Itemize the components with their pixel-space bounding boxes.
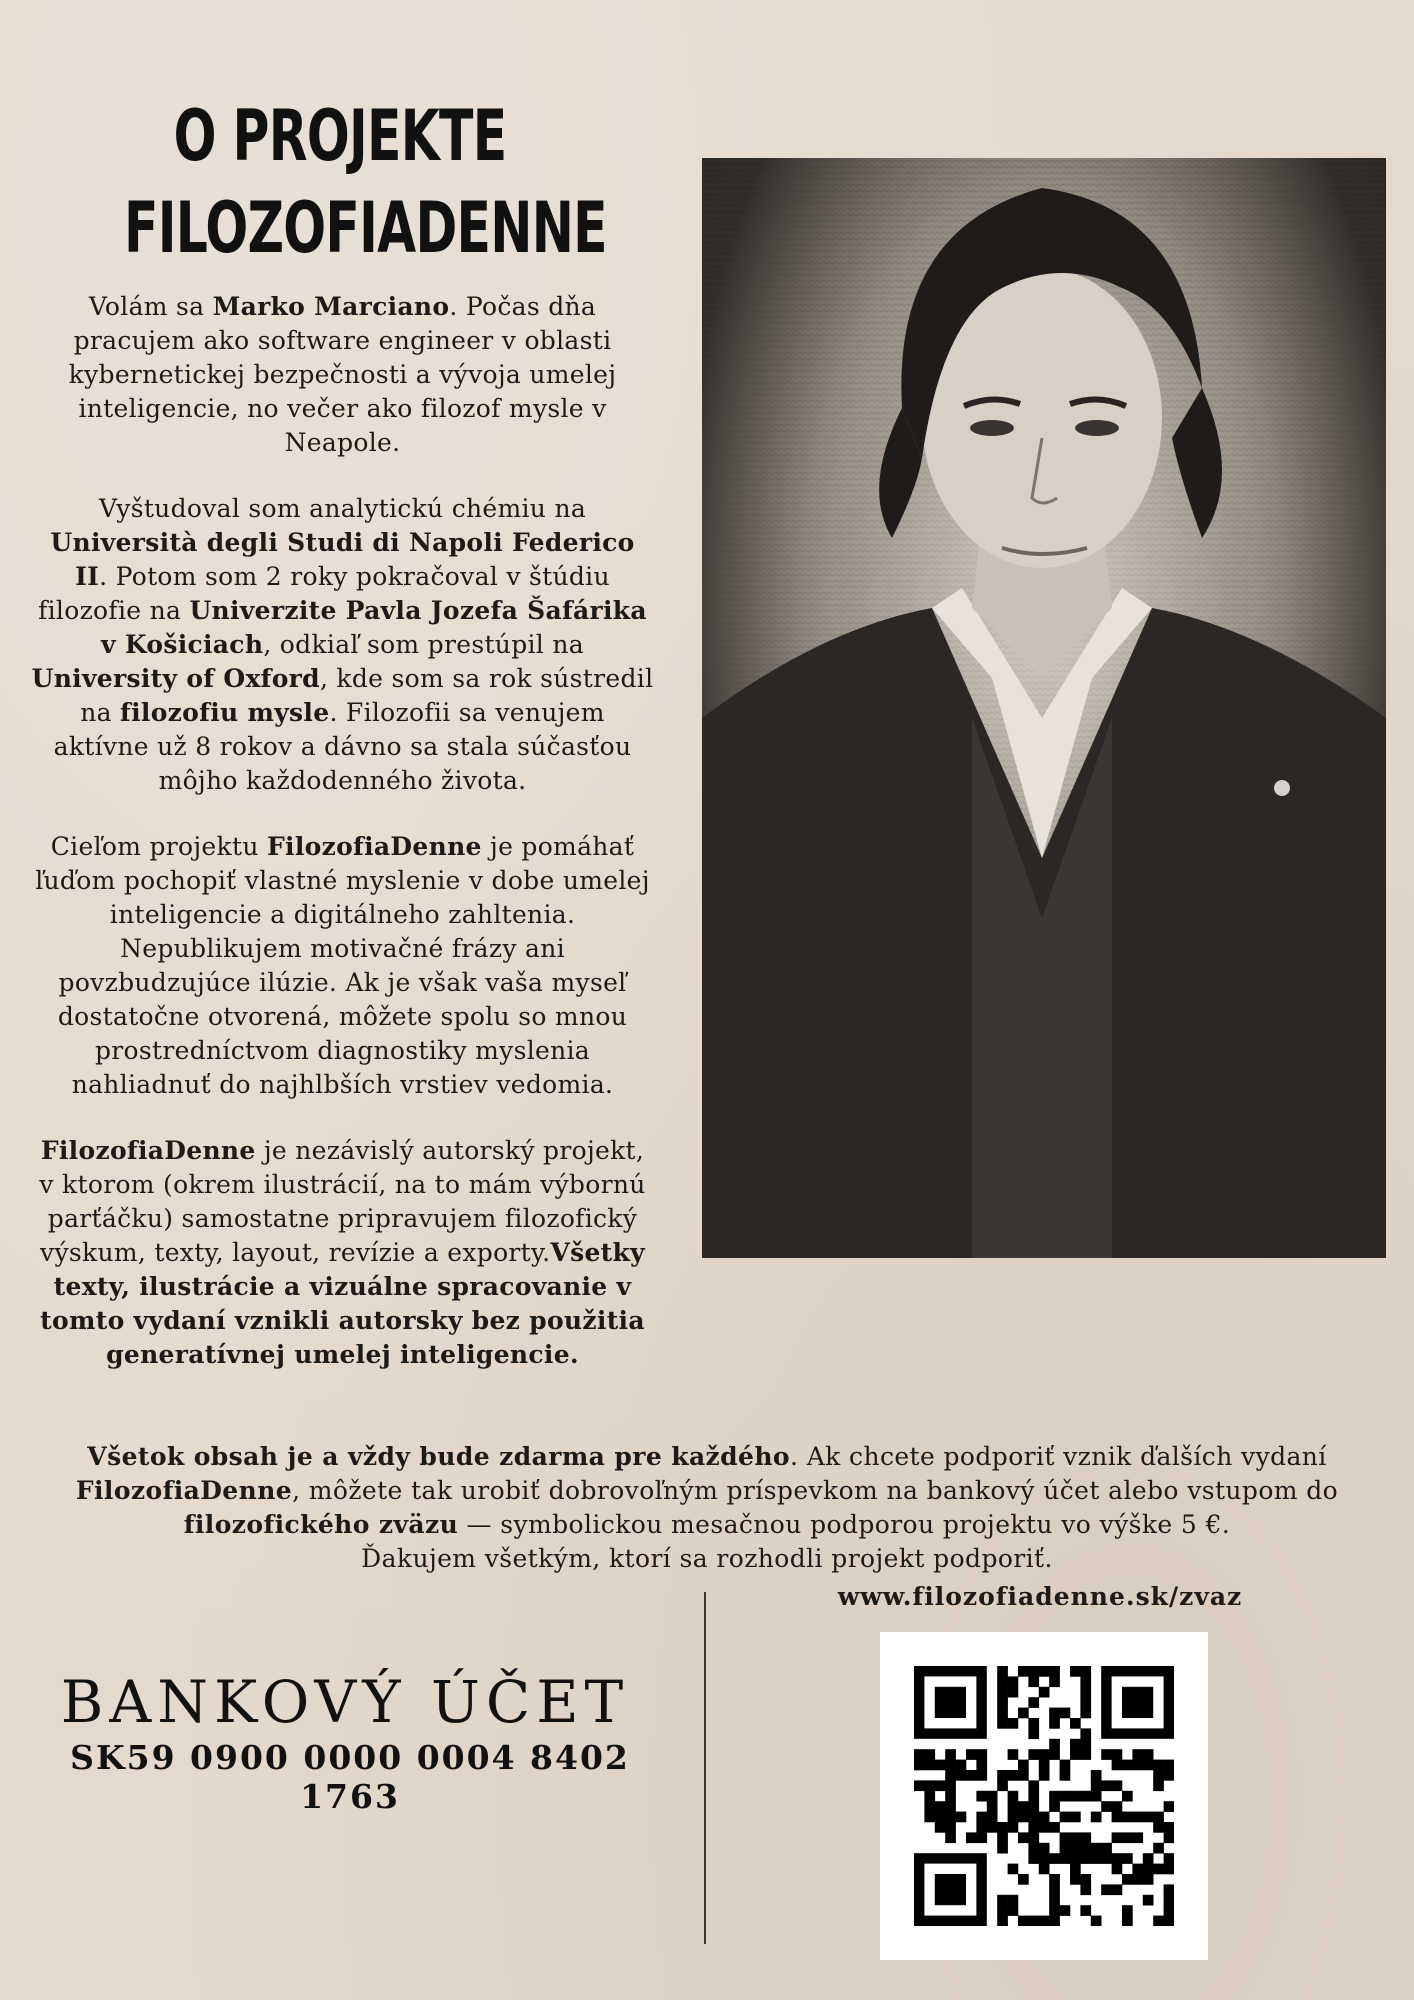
bio-text: . Filozofii sa venujem aktívne už 8 rokov a dávno sa stala súčasťou môjho každodenného života. xyxy=(53,698,632,795)
author-portrait xyxy=(702,158,1386,1258)
no-ai-statement: Všetky texty, ilustrácie a vizuálne spracovanie v tomto vydaní vznikli autorsky bez použitia generatívnej umelej inteligencie. xyxy=(40,1238,645,1369)
free-content-statement: Všetok obsah je a vždy bude zdarma pre každého xyxy=(87,1442,790,1471)
vertical-divider xyxy=(704,1592,706,1944)
page-title xyxy=(123,90,607,274)
bio-text: je nezávislý autorský projekt, v ktorom (okrem ilustrácií, na to mám výbornú parťáčku) samostatne pripravujem filozofický výskum, texty, layout, revízie a exporty. xyxy=(39,1136,646,1267)
bio-text: je pomáhať ľuďom pochopiť vlastné myslenie v dobe umelej inteligencie a digitálneho zahltenia. Nepublikujem motivačné frázy ani povzbudzujúce ilúzie. Ak je však vaša myseľ dostatočne otvorená, môžete spolu so mnou prostredníctvom diagnostiky myslenia nahliadnuť do najhlbších vrstiev vedomia. xyxy=(35,832,650,1099)
author-name: Marko Marciano xyxy=(212,292,450,321)
bio-paragraph-intro xyxy=(30,290,655,460)
bio-paragraph-goal xyxy=(30,830,655,1102)
union-name: filozofického zväzu xyxy=(183,1510,459,1539)
bank-iban: SK59 0900 0000 0004 8402 1763 xyxy=(70,1738,630,1816)
support-text-part: . Ak chcete podporiť vznik ďalších vydaní xyxy=(790,1442,1327,1471)
brand-name: FilozofiaDenne xyxy=(75,1476,293,1505)
qr-code-icon[interactable] xyxy=(880,1632,1208,1960)
bio-text: Vyštudoval som analytickú chémiu na xyxy=(98,494,587,523)
brand-name: FilozofiaDenne xyxy=(266,832,482,861)
bio-text: , kde som sa rok sústredil na xyxy=(80,664,654,727)
bio-text: Volám sa xyxy=(88,292,213,321)
title-line-2: FILOZOFIADENNE xyxy=(123,187,607,269)
bank-account-title: BANKOVÝ ÚČET xyxy=(60,1668,630,1736)
title-line-1: O PROJEKTE xyxy=(173,95,507,177)
university-oxford: University of Oxford xyxy=(31,664,320,693)
university-napoli: Università degli Studi di Napoli Federico II xyxy=(50,528,635,591)
thanks-line: Ďakujem všetkým, ktorí sa rozhodli projekt podporiť. xyxy=(361,1544,1053,1573)
support-text-part: , môžete tak urobiť dobrovoľným príspevkom na bankový účet alebo vstupom do xyxy=(292,1476,1339,1505)
author-bio xyxy=(30,290,655,1404)
support-text-part: — symbolickou mesačnou podporou projektu vo výške 5 €. xyxy=(458,1510,1231,1539)
bio-text: , odkiaľ som prestúpil na xyxy=(263,630,584,659)
qr-code-graphic xyxy=(914,1666,1174,1926)
support-url[interactable]: www.filozofiadenne.sk/zvaz xyxy=(837,1582,1243,1611)
bio-paragraph-independence xyxy=(30,1134,655,1372)
bio-paragraph-education xyxy=(30,492,655,798)
portrait-illustration xyxy=(702,158,1386,1258)
support-text xyxy=(20,1440,1394,1542)
focus-field: filozofiu mysle xyxy=(120,698,330,727)
university-kosice: Univerzite Pavla Jozefa Šafárika v Košiciach xyxy=(101,596,647,659)
bio-text: . Počas dňa pracujem ako software engineer v oblasti kybernetickej bezpečnosti a vývoja umelej inteligencie, no večer ako filozof mysle v Neapole. xyxy=(68,292,617,457)
brand-name: FilozofiaDenne xyxy=(40,1136,256,1165)
support-message xyxy=(20,1440,1394,1576)
bio-text: Cieľom projektu xyxy=(50,832,267,861)
bio-text: . Potom som 2 roky pokračoval v štúdiu filozofie na xyxy=(38,562,610,625)
